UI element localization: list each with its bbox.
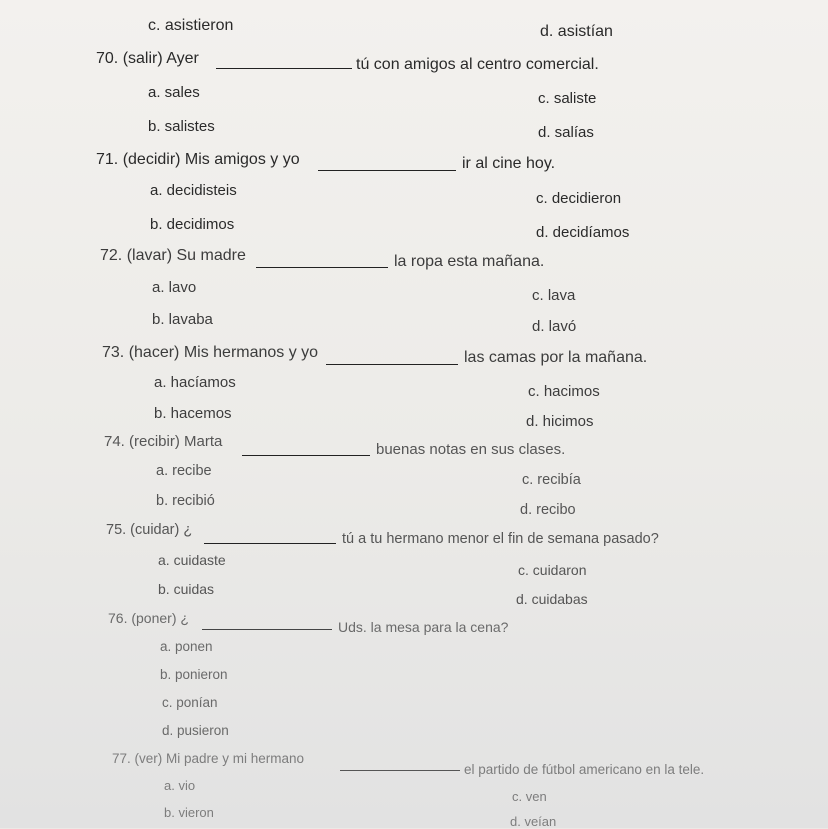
q75-answer-blank <box>204 543 336 544</box>
q70-option-a: a. sales <box>148 84 200 101</box>
q72-option-d: d. lavó <box>532 318 577 335</box>
q71-option-a: a. decidisteis <box>150 182 237 199</box>
q75-option-b: b. cuidas <box>158 581 215 597</box>
q74-option-b: b. recibió <box>156 493 215 509</box>
q76-option-c: c. ponían <box>162 695 218 710</box>
q77-option-a: a. vio <box>164 778 196 793</box>
q71-stem-before: 71. (decidir) Mis amigos y yo <box>96 151 300 168</box>
q73-option-a: a. hacíamos <box>154 374 236 391</box>
q76-option-d: d. pusieron <box>162 723 229 738</box>
q69-option-d: d. asistían <box>540 23 613 40</box>
q70-answer-blank <box>216 68 352 69</box>
q71-answer-blank <box>318 170 456 171</box>
q72-stem-after: la ropa esta mañana. <box>394 253 545 270</box>
q75-option-d: d. cuidabas <box>516 591 588 607</box>
q73-answer-blank <box>326 364 458 365</box>
q71-option-c: c. decidieron <box>536 190 622 207</box>
q76-answer-blank <box>202 629 332 630</box>
q70-option-b: b. salistes <box>148 118 215 135</box>
q75-option-a: a. cuidaste <box>158 552 226 568</box>
q77-option-b: b. vieron <box>164 805 214 820</box>
q74-option-a: a. recibe <box>156 463 212 479</box>
q75-stem-before: 75. (cuidar) ¿ <box>106 522 193 538</box>
q74-option-d: d. recibo <box>520 502 576 518</box>
q72-option-a: a. lavo <box>152 279 197 296</box>
q72-option-b: b. lavaba <box>152 311 213 328</box>
q76-stem-before: 76. (poner) ¿ <box>108 610 189 626</box>
q70-stem-before: 70. (salir) Ayer <box>96 50 199 67</box>
q74-option-c: c. recibía <box>522 472 581 488</box>
q76-option-a: a. ponen <box>160 639 213 654</box>
q76-stem-after: Uds. la mesa para la cena? <box>338 619 509 635</box>
q77-option-c: c. ven <box>512 789 547 804</box>
q76-option-b: b. ponieron <box>160 667 228 682</box>
q73-option-d: d. hicimos <box>526 413 594 430</box>
q70-stem-after: tú con amigos al centro comercial. <box>356 56 599 73</box>
q74-stem-after: buenas notas en sus clases. <box>376 441 566 458</box>
q77-stem-after: el partido de fútbol americano en la tele. <box>464 762 705 777</box>
q75-stem-after: tú a tu hermano menor el fin de semana pasado? <box>342 531 659 547</box>
q73-stem-after: las camas por la mañana. <box>464 349 648 366</box>
q72-answer-blank <box>256 267 388 268</box>
q74-answer-blank <box>242 455 370 456</box>
q73-stem-before: 73. (hacer) Mis hermanos y yo <box>102 344 319 361</box>
q73-option-b: b. hacemos <box>154 405 232 422</box>
q70-option-d: d. salías <box>538 124 594 141</box>
q71-option-d: d. decidíamos <box>536 224 630 241</box>
q71-option-b: b. decidimos <box>150 216 235 233</box>
q74-stem-before: 74. (recibir) Marta <box>104 433 223 450</box>
q70-option-c: c. saliste <box>538 90 597 107</box>
q69-option-c: c. asistieron <box>148 17 234 34</box>
q75-option-c: c. cuidaron <box>518 562 587 578</box>
q77-option-d: d. veían <box>510 814 557 829</box>
q72-option-c: c. lava <box>532 287 576 304</box>
q77-stem-before: 77. (ver) Mi padre y mi hermano <box>112 751 305 766</box>
q72-stem-before: 72. (lavar) Su madre <box>100 247 246 264</box>
q71-stem-after: ir al cine hoy. <box>462 155 556 172</box>
q77-answer-blank <box>340 770 460 771</box>
q73-option-c: c. hacimos <box>528 383 600 400</box>
